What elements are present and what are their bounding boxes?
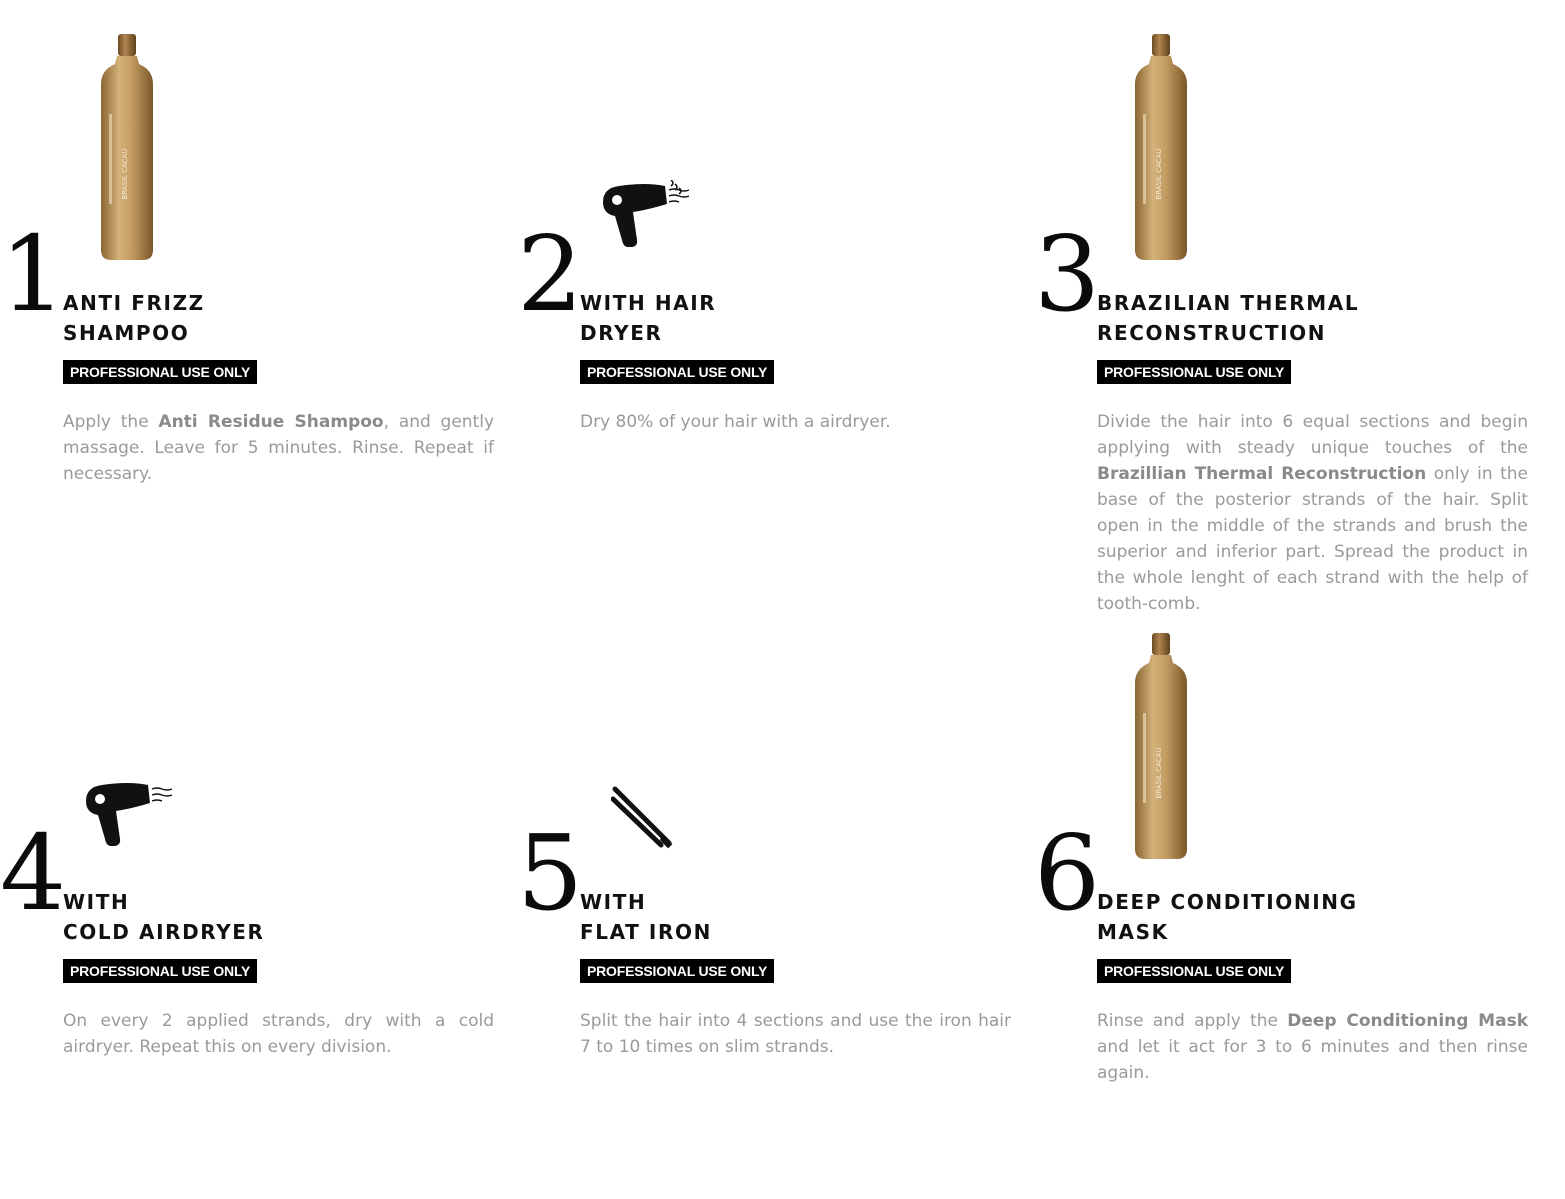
step-title-line1: WITH (580, 890, 647, 914)
desc-text: Apply the (63, 412, 159, 432)
professional-badge: PROFESSIONAL USE ONLY (580, 959, 774, 983)
step-title (1097, 887, 1537, 947)
step-title-line2: SHAMPOO (63, 321, 190, 345)
step-number: 2 (517, 213, 584, 335)
desc-product-name: Deep Conditioning Mask (1287, 1011, 1528, 1031)
step-4 (0, 599, 520, 1199)
step-title (580, 288, 1020, 348)
step-description (63, 409, 494, 487)
mask-bottle-icon (1129, 633, 1193, 861)
desc-text: Divide the hair into 6 equal sections and begin applying with steady unique touches of the (1097, 412, 1528, 458)
step-title-line2: MASK (1097, 920, 1169, 944)
step-number: 3 (1034, 213, 1101, 335)
desc-product-name: Brazillian Thermal Reconstruction (1097, 464, 1427, 484)
professional-badge: PROFESSIONAL USE ONLY (1097, 959, 1291, 983)
professional-badge: PROFESSIONAL USE ONLY (580, 360, 774, 384)
step-title-line1: BRAZILIAN THERMAL (1097, 291, 1360, 315)
step-title (63, 288, 503, 348)
step-title-line1: WITH HAIR (580, 291, 717, 315)
step-number: 4 (0, 812, 67, 934)
step-2 (517, 0, 1037, 600)
step-title-line1: DEEP CONDITIONING (1097, 890, 1358, 914)
shampoo-bottle-icon (95, 34, 159, 262)
hair-dryer-icon (80, 779, 172, 854)
step-title-line2: FLAT IRON (580, 920, 712, 944)
desc-text: and let it act for 3 to 6 minutes and then rinse again. (1097, 1037, 1528, 1083)
step-3 (1034, 0, 1554, 614)
step-title-line1: ANTI FRIZZ (63, 291, 205, 315)
desc-product-name: Anti Residue Shampoo (158, 412, 384, 432)
desc-text: Rinse and apply the (1097, 1011, 1288, 1031)
step-title (1097, 288, 1537, 348)
bottle-label: BRASIL CACAU (1155, 148, 1163, 200)
step-title (63, 887, 503, 947)
step-6 (1034, 599, 1554, 1199)
step-5 (517, 599, 1037, 1199)
professional-badge: PROFESSIONAL USE ONLY (63, 959, 257, 983)
desc-text: Split the hair into 4 sections and use the iron hair 7 to 10 times on slim strands. (580, 1011, 1011, 1057)
desc-text: Dry 80% of your hair with a airdryer. (580, 412, 891, 432)
flat-iron-icon (611, 785, 675, 854)
step-description (580, 409, 1011, 435)
desc-text: On every 2 applied strands, dry with a cold airdryer. Repeat this on every division. (63, 1011, 494, 1057)
reconstruction-bottle-icon (1129, 34, 1193, 262)
step-title-line2: DRYER (580, 321, 663, 345)
step-description (580, 1008, 1011, 1060)
bottle-label: BRASIL CACAU (1155, 747, 1163, 799)
step-title (580, 887, 1020, 947)
step-description (63, 1008, 494, 1060)
desc-text: , and gently massage. Leave for 5 minutes. Rinse. Repeat if necessary. (63, 412, 495, 484)
step-description (1097, 409, 1528, 617)
hair-dryer-icon (597, 180, 689, 255)
step-number: 1 (0, 213, 67, 335)
step-description (1097, 1008, 1528, 1086)
professional-badge: PROFESSIONAL USE ONLY (63, 360, 257, 384)
step-title-line2: COLD AIRDRYER (63, 920, 265, 944)
bottle-label: BRASIL CACAU (121, 148, 129, 200)
professional-badge: PROFESSIONAL USE ONLY (1097, 360, 1291, 384)
step-1 (0, 0, 520, 600)
step-number: 6 (1034, 812, 1101, 934)
desc-text: only in the base of the posterior strands of the hair. Split open in the middle of the strands and brush the superior and inferior part. Spread the product in the whole lenght of each strand with the help of tooth-comb. (1097, 464, 1528, 614)
step-title-line1: WITH (63, 890, 130, 914)
step-number: 5 (517, 812, 584, 934)
step-title-line2: RECONSTRUCTION (1097, 321, 1327, 345)
